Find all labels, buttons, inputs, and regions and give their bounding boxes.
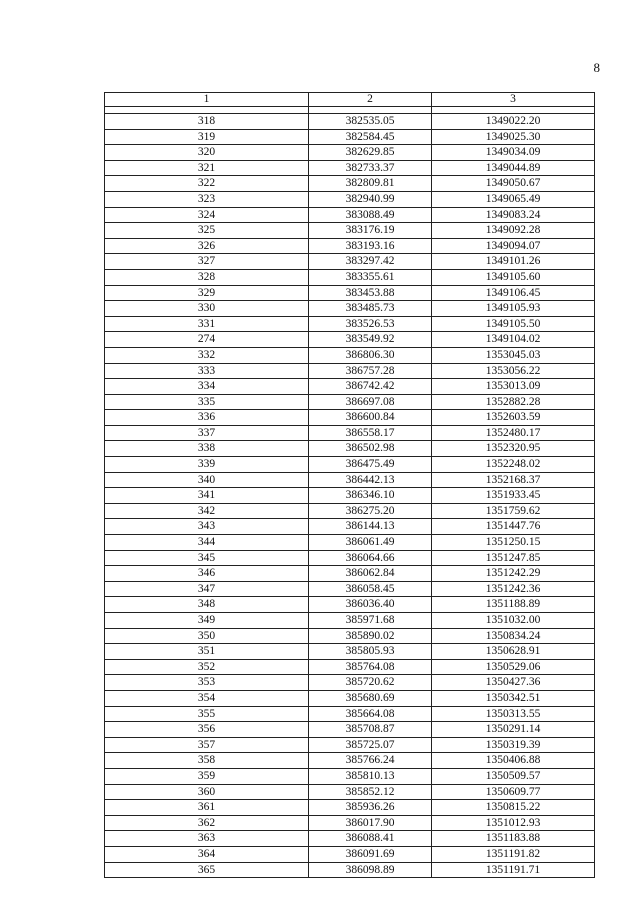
table-row [105,862,595,878]
y-coordinate-cell: 1351032.00 [432,613,595,629]
x-coordinate-cell: 386088.41 [309,831,432,847]
point-number-cell: 364 [105,846,309,862]
point-number-cell: 359 [105,768,309,784]
spacer-cell [309,107,432,114]
x-coordinate-cell: 385805.93 [309,644,432,660]
x-coordinate-cell: 386275.20 [309,503,432,519]
y-coordinate-cell: 1350529.06 [432,659,595,675]
x-coordinate-cell: 386502.98 [309,441,432,457]
table-row [105,659,595,675]
x-coordinate-cell: 386475.49 [309,457,432,473]
point-number-cell: 321 [105,160,309,176]
point-number-cell: 347 [105,581,309,597]
y-coordinate-cell: 1349034.09 [432,145,595,161]
table-row [105,363,595,379]
table-row [105,254,595,270]
point-number-cell: 274 [105,332,309,348]
y-coordinate-cell: 1351242.36 [432,581,595,597]
y-coordinate-cell: 1353013.09 [432,379,595,395]
point-number-cell: 362 [105,815,309,831]
point-number-cell: 320 [105,145,309,161]
table-row [105,628,595,644]
column-header-3: 3 [432,93,595,107]
table-row [105,550,595,566]
x-coordinate-cell: 386600.84 [309,410,432,426]
table-row [105,519,595,535]
y-coordinate-cell: 1353045.03 [432,347,595,363]
spacer-cell [105,107,309,114]
x-coordinate-cell: 383176.19 [309,223,432,239]
y-coordinate-cell: 1351250.15 [432,535,595,551]
point-number-cell: 319 [105,129,309,145]
point-number-cell: 360 [105,784,309,800]
x-coordinate-cell: 383549.92 [309,332,432,348]
point-number-cell: 358 [105,753,309,769]
table-row [105,753,595,769]
y-coordinate-cell: 1352882.28 [432,394,595,410]
y-coordinate-cell: 1351188.89 [432,597,595,613]
y-coordinate-cell: 1349105.50 [432,316,595,332]
x-coordinate-cell: 383453.88 [309,285,432,301]
y-coordinate-cell: 1351183.88 [432,831,595,847]
table-row [105,145,595,161]
table-row [105,722,595,738]
x-coordinate-cell: 382629.85 [309,145,432,161]
table-row [105,566,595,582]
y-coordinate-cell: 1352168.37 [432,472,595,488]
point-number-cell: 340 [105,472,309,488]
x-coordinate-cell: 386697.08 [309,394,432,410]
table-row [105,238,595,254]
table-row [105,846,595,862]
x-coordinate-cell: 385708.87 [309,722,432,738]
table-row [105,488,595,504]
y-coordinate-cell: 1351242.29 [432,566,595,582]
table-row [105,394,595,410]
x-coordinate-cell: 386757.28 [309,363,432,379]
table-row [105,457,595,473]
spacer-row [105,107,595,114]
x-coordinate-cell: 386091.69 [309,846,432,862]
table-row [105,129,595,145]
point-number-cell: 323 [105,191,309,207]
table-row [105,768,595,784]
point-number-cell: 345 [105,550,309,566]
x-coordinate-cell: 385936.26 [309,800,432,816]
point-number-cell: 342 [105,503,309,519]
column-header-2: 2 [309,93,432,107]
table-row [105,597,595,613]
point-number-cell: 346 [105,566,309,582]
point-number-cell: 327 [105,254,309,270]
x-coordinate-cell: 382535.05 [309,114,432,130]
y-coordinate-cell: 1350427.36 [432,675,595,691]
y-coordinate-cell: 1350628.91 [432,644,595,660]
x-coordinate-cell: 385725.07 [309,737,432,753]
y-coordinate-cell: 1350406.88 [432,753,595,769]
x-coordinate-cell: 386742.42 [309,379,432,395]
x-coordinate-cell: 382584.45 [309,129,432,145]
point-number-cell: 341 [105,488,309,504]
table-row [105,706,595,722]
y-coordinate-cell: 1349094.07 [432,238,595,254]
point-number-cell: 318 [105,114,309,130]
point-number-cell: 355 [105,706,309,722]
table-row [105,784,595,800]
point-number-cell: 353 [105,675,309,691]
table-row [105,160,595,176]
x-coordinate-cell: 383485.73 [309,301,432,317]
y-coordinate-cell: 1350291.14 [432,722,595,738]
point-number-cell: 354 [105,690,309,706]
point-number-cell: 363 [105,831,309,847]
x-coordinate-cell: 385766.24 [309,753,432,769]
table-row [105,472,595,488]
point-number-cell: 349 [105,613,309,629]
point-number-cell: 330 [105,301,309,317]
page-number: 8 [593,60,600,75]
table-row [105,332,595,348]
table-row [105,535,595,551]
x-coordinate-cell: 383297.42 [309,254,432,270]
point-number-cell: 325 [105,223,309,239]
table-row [105,800,595,816]
x-coordinate-cell: 385664.08 [309,706,432,722]
table-row [105,425,595,441]
point-number-cell: 338 [105,441,309,457]
table-row [105,675,595,691]
point-number-cell: 344 [105,535,309,551]
table-row [105,613,595,629]
y-coordinate-cell: 1349105.60 [432,269,595,285]
table-row [105,347,595,363]
x-coordinate-cell: 385720.62 [309,675,432,691]
point-number-cell: 352 [105,659,309,675]
y-coordinate-cell: 1349104.02 [432,332,595,348]
x-coordinate-cell: 385680.69 [309,690,432,706]
table-row [105,114,595,130]
x-coordinate-cell: 385764.08 [309,659,432,675]
point-number-cell: 357 [105,737,309,753]
table-row [105,285,595,301]
x-coordinate-cell: 386346.10 [309,488,432,504]
point-number-cell: 339 [105,457,309,473]
x-coordinate-cell: 385852.12 [309,784,432,800]
x-coordinate-cell: 386058.45 [309,581,432,597]
point-number-cell: 337 [105,425,309,441]
y-coordinate-cell: 1349022.20 [432,114,595,130]
point-number-cell: 336 [105,410,309,426]
coordinates-table [104,92,595,878]
y-coordinate-cell: 1351933.45 [432,488,595,504]
x-coordinate-cell: 386442.13 [309,472,432,488]
x-coordinate-cell: 386144.13 [309,519,432,535]
y-coordinate-cell: 1351191.71 [432,862,595,878]
point-number-cell: 324 [105,207,309,223]
table-row [105,316,595,332]
y-coordinate-cell: 1350313.55 [432,706,595,722]
y-coordinate-cell: 1349092.28 [432,223,595,239]
point-number-cell: 343 [105,519,309,535]
x-coordinate-cell: 383526.53 [309,316,432,332]
point-number-cell: 348 [105,597,309,613]
x-coordinate-cell: 385810.13 [309,768,432,784]
x-coordinate-cell: 383355.61 [309,269,432,285]
x-coordinate-cell: 382940.99 [309,191,432,207]
table-row [105,737,595,753]
table-row [105,269,595,285]
x-coordinate-cell: 383193.16 [309,238,432,254]
table-row [105,379,595,395]
table-row [105,644,595,660]
x-coordinate-cell: 382809.81 [309,176,432,192]
table-spacer [105,107,595,114]
header-row [105,93,595,107]
y-coordinate-cell: 1352320.95 [432,441,595,457]
point-number-cell: 322 [105,176,309,192]
y-coordinate-cell: 1349101.26 [432,254,595,270]
x-coordinate-cell: 386558.17 [309,425,432,441]
point-number-cell: 332 [105,347,309,363]
point-number-cell: 356 [105,722,309,738]
y-coordinate-cell: 1352248.02 [432,457,595,473]
point-number-cell: 350 [105,628,309,644]
y-coordinate-cell: 1349044.89 [432,160,595,176]
y-coordinate-cell: 1351247.85 [432,550,595,566]
x-coordinate-cell: 385971.68 [309,613,432,629]
y-coordinate-cell: 1349025.30 [432,129,595,145]
y-coordinate-cell: 1349106.45 [432,285,595,301]
y-coordinate-cell: 1350342.51 [432,690,595,706]
point-number-cell: 328 [105,269,309,285]
y-coordinate-cell: 1349083.24 [432,207,595,223]
point-number-cell: 351 [105,644,309,660]
x-coordinate-cell: 386098.89 [309,862,432,878]
table-row [105,191,595,207]
table-row [105,301,595,317]
x-coordinate-cell: 382733.37 [309,160,432,176]
y-coordinate-cell: 1351447.76 [432,519,595,535]
x-coordinate-cell: 386061.49 [309,535,432,551]
y-coordinate-cell: 1351759.62 [432,503,595,519]
table-row [105,176,595,192]
column-header-1: 1 [105,93,309,107]
table-row [105,815,595,831]
x-coordinate-cell: 385890.02 [309,628,432,644]
table-row [105,503,595,519]
y-coordinate-cell: 1353056.22 [432,363,595,379]
point-number-cell: 333 [105,363,309,379]
table-row [105,207,595,223]
table-row [105,223,595,239]
y-coordinate-cell: 1351012.93 [432,815,595,831]
table-row [105,831,595,847]
point-number-cell: 365 [105,862,309,878]
y-coordinate-cell: 1349065.49 [432,191,595,207]
x-coordinate-cell: 386064.66 [309,550,432,566]
y-coordinate-cell: 1350509.57 [432,768,595,784]
table-body [105,114,595,878]
point-number-cell: 326 [105,238,309,254]
point-number-cell: 334 [105,379,309,395]
y-coordinate-cell: 1349050.67 [432,176,595,192]
table-row [105,690,595,706]
point-number-cell: 335 [105,394,309,410]
y-coordinate-cell: 1350609.77 [432,784,595,800]
y-coordinate-cell: 1352603.59 [432,410,595,426]
table-row [105,410,595,426]
point-number-cell: 361 [105,800,309,816]
x-coordinate-cell: 386062.84 [309,566,432,582]
x-coordinate-cell: 386036.40 [309,597,432,613]
point-number-cell: 331 [105,316,309,332]
y-coordinate-cell: 1352480.17 [432,425,595,441]
y-coordinate-cell: 1350319.39 [432,737,595,753]
y-coordinate-cell: 1351191.82 [432,846,595,862]
x-coordinate-cell: 386806.30 [309,347,432,363]
y-coordinate-cell: 1350815.22 [432,800,595,816]
y-coordinate-cell: 1349105.93 [432,301,595,317]
x-coordinate-cell: 386017.90 [309,815,432,831]
point-number-cell: 329 [105,285,309,301]
table-header [105,93,595,107]
spacer-cell [432,107,595,114]
y-coordinate-cell: 1350834.24 [432,628,595,644]
table-row [105,441,595,457]
x-coordinate-cell: 383088.49 [309,207,432,223]
table-row [105,581,595,597]
